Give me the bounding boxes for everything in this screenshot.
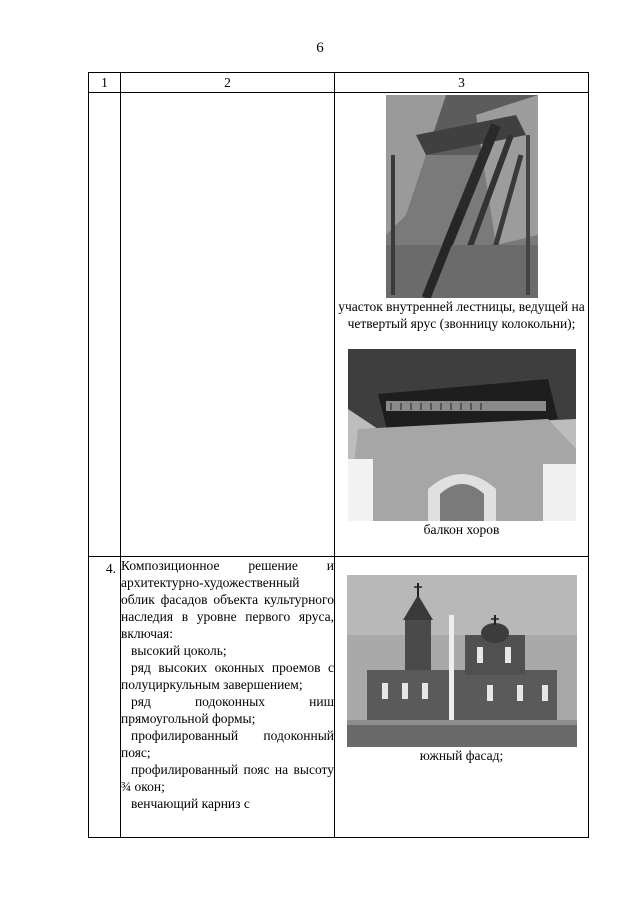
table-row [89,557,589,838]
desc-item: профилированный пояс на высоту ¾ окон; [121,762,334,794]
row-description [121,93,335,557]
photo-caption-balcony: балкон хоров [423,522,500,537]
page-number: 6 [316,40,324,56]
desc-item: ряд высоких оконных проемов с полуциркульным завершением; [121,660,334,692]
desc-item: профилированный подоконный пояс; [121,728,334,760]
south-facade-photo [347,575,577,747]
header-col-1: 1 [89,73,121,93]
table-header-row [89,73,589,93]
table-row [89,93,589,557]
photo-caption-facade: южный фасад; [419,748,504,763]
heritage-table [88,72,589,838]
header-col-2: 2 [121,73,335,93]
row-number [89,93,121,557]
staircase-photo [386,95,538,298]
desc-item: ряд подоконных ниш прямоугольной формы; [121,694,334,726]
desc-item: венчающий карниз с [131,796,250,811]
choir-balcony-photo [348,349,576,521]
header-col-3: 3 [335,73,589,93]
desc-item: высокий цоколь; [131,643,227,658]
row-description [121,557,335,838]
row-number: 4. [89,557,121,838]
photo-cell [335,93,589,557]
desc-intro: Композиционное решение и архитектурно-художественный облик фасадов объекта культурного наследия в уровне первого яруса, включая: [121,558,334,641]
photo-cell [335,557,589,838]
photo-caption-staircase: участок внутренней лестницы, ведущей на четвертый ярус (звонницу колокольни); [338,299,585,331]
